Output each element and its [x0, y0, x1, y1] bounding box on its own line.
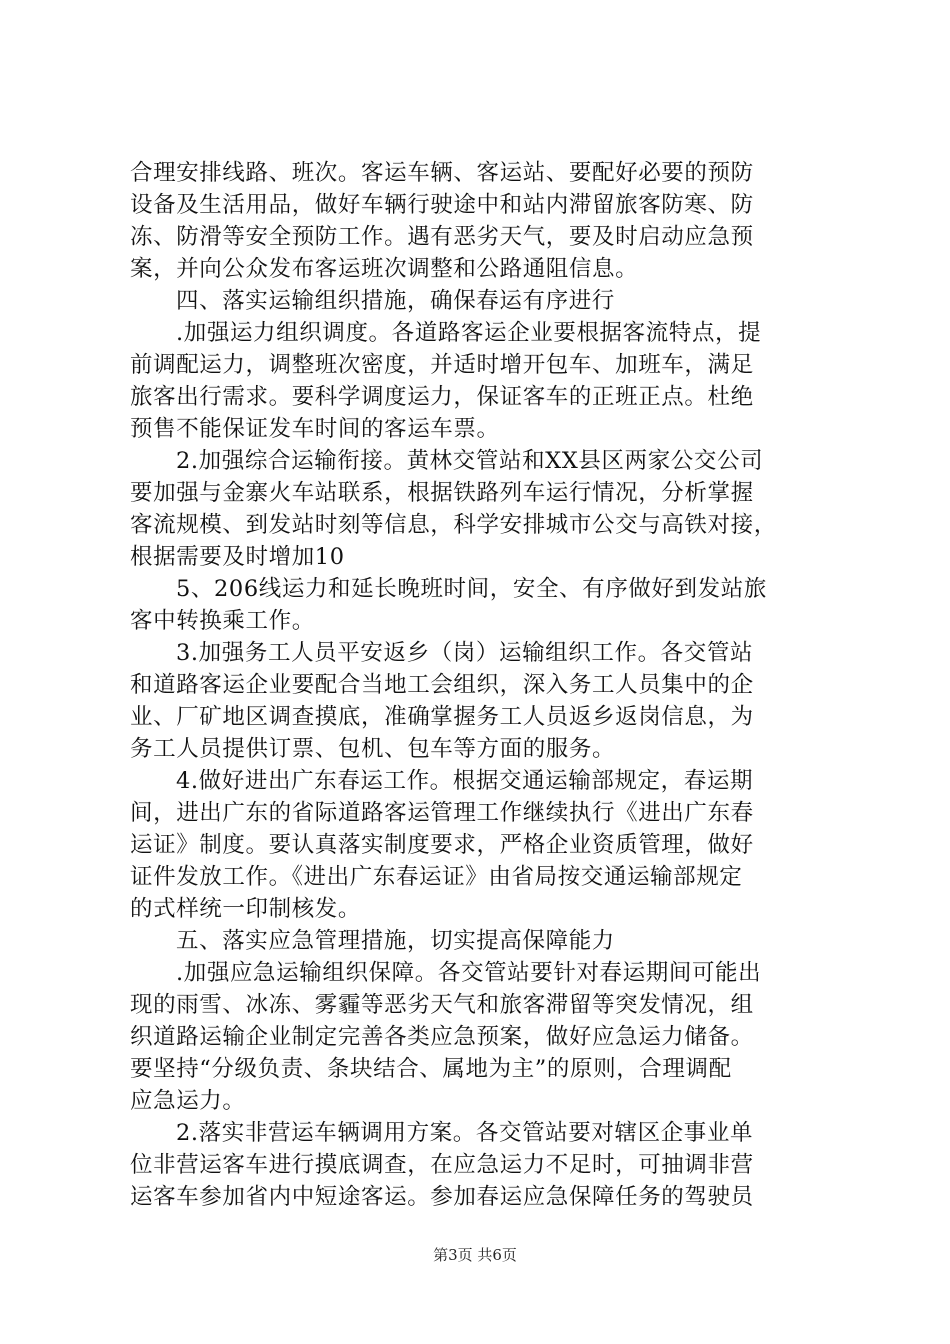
text-line: 运证》制度。要认真落实制度要求，严格企业资质管理，做好: [130, 832, 754, 858]
page-footer: 第3页 共6页: [433, 1246, 517, 1264]
text-line: 运客车参加省内中短途客运。参加春运应急保障任务的驾驶员: [130, 1184, 754, 1210]
text-line: 织道路运输企业制定完善各类应急预案，做好应急运力储备。: [130, 1024, 754, 1050]
text-line: .加强应急运输组织保障。各交管站要针对春运期间可能出: [176, 960, 762, 986]
text-line: 五、落实应急管理措施，切实提高保障能力: [176, 928, 615, 954]
text-line: 间，进出广东的省际道路客运管理工作继续执行《进出广东春: [130, 800, 754, 826]
text-line: 合理安排线路、班次。客运车辆、客运站、要配好必要的预防: [130, 160, 754, 186]
text-line: 冻、防滑等安全预防工作。遇有恶劣天气，要及时启动应急预: [130, 224, 754, 250]
text-line: 要加强与金寨火车站联系，根据铁路列车运行情况，分析掌握: [130, 480, 754, 506]
text-line: 旅客出行需求。要科学调度运力，保证客车的正班正点。杜绝: [130, 384, 754, 410]
text-line: 位非营运客车进行摸底调查，在应急运力不足时，可抽调非营: [130, 1152, 754, 1178]
text-line: 2.落实非营运车辆调用方案。各交管站要对辖区企事业单: [176, 1120, 754, 1146]
text-line: 的式样统一印制核发。: [130, 896, 362, 922]
text-line: 四、落实运输组织措施，确保春运有序进行: [176, 288, 615, 314]
text-line: 案，并向公众发布客运班次调整和公路通阻信息。: [130, 256, 639, 282]
text-line: 业、厂矿地区调查摸底，准确掌握务工人员返乡返岗信息，为: [130, 704, 754, 730]
text-line: 应急运力。: [130, 1088, 246, 1114]
text-line: 和道路客运企业要配合当地工会组织，深入务工人员集中的企: [130, 672, 754, 698]
text-line: 预售不能保证发车时间的客运车票。: [130, 416, 500, 442]
text-line: 2.加强综合运输衔接。黄林交管站和XX县区两家公交公司: [176, 448, 764, 474]
text-line: 设备及生活用品，做好车辆行驶途中和站内滞留旅客防寒、防: [130, 192, 754, 218]
text-line: 客流规模、到发站时刻等信息，科学安排城市公交与高铁对接，: [130, 512, 777, 538]
text-line: .加强运力组织调度。各道路客运企业要根据客流特点，提: [176, 320, 762, 346]
text-line: 务工人员提供订票、包机、包车等方面的服务。: [130, 736, 616, 762]
text-line: 要坚持“分级负责、条块结合、属地为主”的原则，合理调配: [130, 1056, 732, 1082]
text-line: 客中转换乘工作。: [130, 608, 315, 634]
text-line: 前调配运力，调整班次密度，并适时增开包车、加班车，满足: [130, 352, 754, 378]
text-line: 3.加强务工人员平安返乡（岗）运输组织工作。各交管站: [176, 640, 754, 666]
text-line: 证件发放工作。《进出广东春运证》由省局按交通运输部规定: [130, 864, 743, 890]
text-line: 4.做好进出广东春运工作。根据交通运输部规定，春运期: [176, 768, 754, 794]
document-body: [130, 157, 838, 1213]
text-line: 5、206线运力和延长晚班时间，安全、有序做好到发站旅: [176, 576, 767, 602]
text-line: 现的雨雪、冰冻、雾霾等恶劣天气和旅客滞留等突发情况，组: [130, 992, 754, 1018]
text-line: 根据需要及时增加10: [130, 544, 345, 570]
